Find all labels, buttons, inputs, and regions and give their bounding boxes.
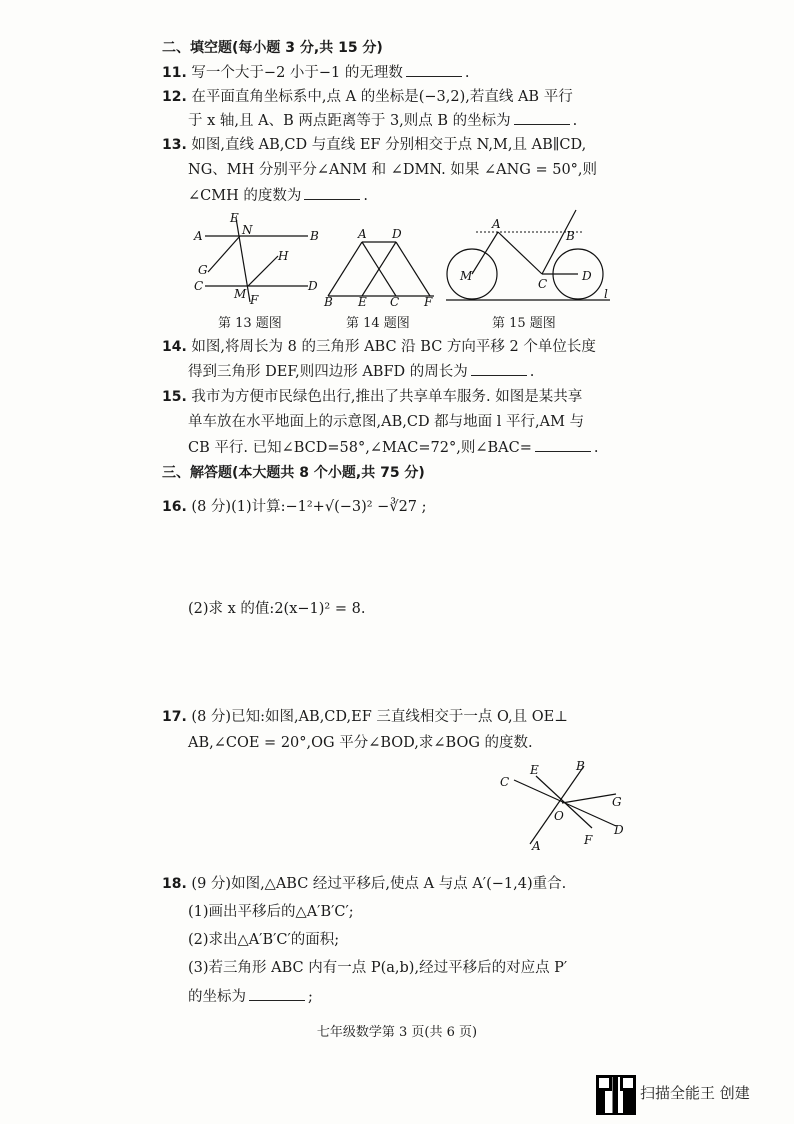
q11-tail: . (464, 65, 470, 81)
question-18-sub1: (1)画出平移后的△A′B′C′; (188, 904, 354, 920)
question-13-line1 (162, 135, 586, 155)
q13-tail: . (363, 188, 368, 204)
q13-blank (304, 185, 360, 200)
q11-blank (406, 62, 462, 77)
q15-line1: 我市为方便市民绿色出行,推出了共享单车服务. 如图是某共享 (191, 389, 583, 405)
question-17-line1 (162, 707, 568, 727)
q18-blank (249, 986, 305, 1001)
f14-F: F (424, 295, 433, 308)
question-18-sub3: (3)若三角形 ABC 内有一点 P(a,b),经过平移后的对应点 P′ (188, 960, 568, 976)
q16-number: 16. (162, 499, 187, 515)
q16-part1: (8 分)(1)计算:−1²+√(−3)² −∛27 ; (191, 499, 427, 515)
q15-line3: CB 平行. 已知∠BCD=58°,∠MAC=72°,则∠BAC= (188, 440, 532, 456)
f13-F: F (250, 293, 259, 307)
question-18-line1 (162, 874, 566, 894)
f15-A: A (492, 217, 501, 231)
f15-C: C (538, 277, 548, 291)
f14-D: D (392, 227, 402, 241)
figure-17 (492, 758, 632, 852)
question-18-sub3b (188, 986, 313, 1007)
q18-line1: (9 分)如图,△ABC 经过平移后,使点 A 与点 A′(−1,4)重合. (191, 876, 567, 892)
question-16-part2: (2)求 x 的值:2(x−1)² = 8. (188, 601, 366, 617)
question-16-part1 (162, 497, 427, 517)
q13-line3: ∠CMH 的度数为 (188, 188, 302, 204)
q14-line2: 得到三角形 DEF,则四边形 ABFD 的周长为 (188, 364, 468, 380)
q13-line1: 如图,直线 AB,CD 与直线 EF 分别相交于点 N,M,且 AB∥CD, (191, 137, 587, 153)
f13-A: A (194, 229, 203, 243)
qr-code-icon (596, 1075, 636, 1115)
q15-blank (535, 437, 591, 452)
question-18-sub2: (2)求出△A′B′C′的面积; (188, 932, 340, 948)
q12-line2: 于 x 轴,且 A、B 两点距离等于 3,则点 B 的坐标为 (188, 113, 511, 129)
question-14-line2 (188, 361, 534, 382)
figure-14 (322, 226, 440, 308)
q15-tail: . (593, 440, 599, 456)
f15-D: D (582, 269, 592, 283)
f15-B: B (566, 229, 575, 243)
q11-number: 11. (162, 65, 187, 81)
question-11 (162, 62, 470, 83)
question-12-line1 (162, 87, 573, 107)
question-13-line3 (188, 185, 368, 206)
f17-B: B (576, 759, 585, 773)
q13-number: 13. (162, 137, 187, 153)
f13-G: G (198, 263, 208, 277)
f15-M: M (460, 269, 473, 283)
q18-number: 18. (162, 876, 187, 892)
question-15-line3 (188, 437, 598, 458)
f17-G: G (612, 795, 622, 809)
section-3-title: 三、解答题(本大题共 8 个小题,共 75 分) (162, 465, 425, 481)
caption-figure-14: 第 14 题图 (346, 316, 410, 331)
question-14-line1 (162, 337, 596, 357)
f17-F: F (584, 833, 593, 847)
q14-blank (471, 361, 527, 376)
scanner-watermark: 扫描全能王 创建 (640, 1084, 750, 1102)
question-15-line1 (162, 387, 582, 407)
f14-C: C (390, 295, 400, 308)
q12-line1: 在平面直角坐标系中,点 A 的坐标是(−3,2),若直线 AB 平行 (191, 89, 573, 105)
f14-A: A (358, 227, 367, 241)
q14-line1: 如图,将周长为 8 的三角形 ABC 沿 BC 方向平移 2 个单位长度 (191, 339, 596, 355)
f17-C: C (500, 775, 510, 789)
f14-B: B (324, 295, 333, 308)
f13-M: M (234, 287, 247, 301)
q12-tail: . (572, 113, 578, 129)
f13-N: N (242, 223, 253, 237)
f17-O: O (554, 809, 564, 823)
f17-D: D (614, 823, 624, 837)
q14-tail: . (529, 364, 535, 380)
f14-E: E (358, 295, 367, 308)
question-15-line2: 单车放在水平地面上的示意图,AB,CD 都与地面 l 平行,AM 与 (188, 414, 585, 430)
f17-E: E (530, 763, 539, 777)
q14-number: 14. (162, 339, 187, 355)
q18-sub3b: 的坐标为 (188, 989, 246, 1005)
q12-blank (514, 110, 570, 125)
figure-15 (442, 208, 614, 306)
q15-number: 15. (162, 389, 187, 405)
section-2-title: 二、填空题(每小题 3 分,共 15 分) (162, 40, 383, 56)
question-12-line2 (188, 110, 577, 131)
q12-number: 12. (162, 89, 187, 105)
f17-A: A (532, 839, 541, 852)
q17-number: 17. (162, 709, 187, 725)
question-13-line2: NG、MH 分别平分∠ANM 和 ∠DMN. 如果 ∠ANG = 50°,则 (188, 162, 598, 178)
f13-E: E (230, 211, 239, 225)
q11-text: 写一个大于−2 小于−1 的无理数 (191, 65, 403, 81)
f13-H: H (278, 249, 289, 263)
f15-l: l (604, 287, 608, 301)
f13-B: B (310, 229, 319, 243)
f13-D: D (308, 279, 318, 293)
f13-C: C (194, 279, 204, 293)
caption-figure-13: 第 13 题图 (218, 316, 282, 331)
q17-line1: (8 分)已知:如图,AB,CD,EF 三直线相交于一点 O,且 OE⊥ (191, 709, 568, 725)
q18-sub3tail: ; (308, 989, 313, 1005)
page-footer: 七年级数学第 3 页(共 6 页) (316, 1025, 478, 1040)
figure-13 (190, 210, 325, 308)
caption-figure-15: 第 15 题图 (492, 316, 556, 331)
question-17-line2: AB,∠COE = 20°,OG 平分∠BOD,求∠BOG 的度数. (188, 735, 533, 751)
